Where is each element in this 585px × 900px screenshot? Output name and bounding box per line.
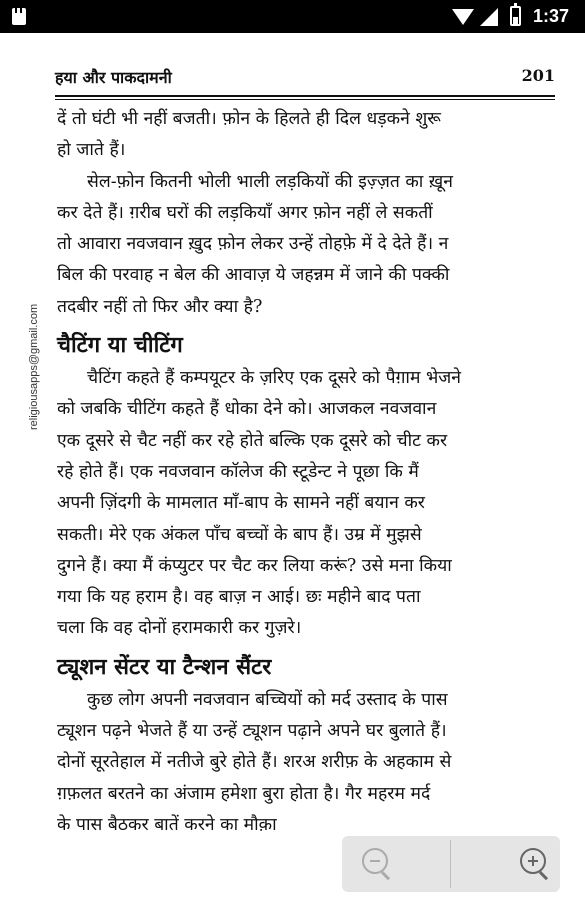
text-line: तदबीर नहीं तो फिर और क्या है? [57,296,263,317]
header-divider-thin [55,99,555,100]
section-heading: चैटिंग या चीटिंग [57,332,183,359]
text-line: के पास बैठकर बातें करने का मौक़ा [57,814,277,835]
text-line: हो जाते हैं। [57,140,126,161]
text-line: चला कि वह दोनों हरामकारी कर गुज़रे। [57,618,302,639]
text-line: तो आवारा नवजवान ख़ुद फ़ोन लेकर उन्हें तोहफ़े में दे देते हैं। न [57,234,449,255]
text-line: कर देते हैं। ग़रीब घरों की लड़कियाँ अगर फ़ोन नहीं ले सकतीं [57,202,433,223]
zoom-divider [450,840,451,888]
status-bar [0,0,585,33]
zoom-control [342,836,560,892]
wifi-icon [452,9,474,25]
zoom-out-icon [362,848,388,874]
text-line: रहे होते हैं। एक नवजवान कॉलेज की स्टूडेन्ट ने पूछा कि मैं [57,461,419,482]
page-number: 201 [521,66,555,85]
page-content [57,104,557,841]
text-line: ट्यूशन पढ़ने भेजते हैं या उन्हें ट्यूशन पढ़ाने अपने घर बुलाते हैं। [57,721,447,742]
text-line: दोनों सूरतेहाल में नतीजे बुरे होते हैं। शरअ शरीफ़ के अहकाम से [57,752,452,773]
text-line: सकती। मेरे एक अंकल पाँच बच्चों के बाप हैं। उम्र में मुझसे [57,524,422,545]
zoom-in-button[interactable] [452,836,560,892]
side-watermark-text: religiousapps@gmail.com [28,303,40,430]
text-line: दें तो घंटी भी नहीं बजती। फ़ोन के हिलते ही दिल धड़कने शुरू [57,109,441,129]
zoom-out-button[interactable] [342,836,450,892]
clock: 1:37 [533,6,570,26]
text-line: चैटिंग कहते हैं कम्पयूटर के ज़रिए एक दूसरे को पैग़ाम भेजने [87,368,461,389]
section-heading: ट्यूशन सेंटर या टैन्शन सैंटर [57,653,272,680]
text-line: गया कि यह हराम है। वह बाज़ न आई। छः महीने बाद पता [57,587,421,608]
text-line: सेल-फ़ोन कितनी भोली भाली लड़कियों की इज़्ज़त का ख़ून [87,171,453,192]
signal-icon [480,8,498,26]
text-line: अपनी ज़िंदगी के मामलात माँ-बाप के सामने नहीं बयान कर [57,493,425,514]
zoom-in-icon [520,848,546,874]
text-line: कुछ लोग अपनी नवजवान बच्चियों को मर्द उस्ताद के पास [87,689,448,710]
text-line: दुगने हैं। क्या मैं कंप्युटर पर चैट कर लिया करूं? उसे मना किया [57,555,452,576]
text-line: ग़फ़लत बरतने का अंजाम हमेशा बुरा होता है। गैर महरम मर्द [57,783,431,804]
text-line: को जबकि चीटिंग कहते हैं धोका देने को। आजकल नवजवान [57,399,437,420]
page-header [55,66,555,94]
text-line: बिल की परवाह न बेल की आवाज़ ये जहन्नम में जाने की पक्की [57,265,450,286]
notification-icon [12,8,26,25]
text-line: एक दूसरे से चैट नहीं कर रहे होते बल्कि एक दूसरे को चीट कर [57,430,448,451]
book-title: हया और पाकदामनी [55,68,172,87]
header-divider [55,95,555,97]
battery-icon [510,6,521,26]
